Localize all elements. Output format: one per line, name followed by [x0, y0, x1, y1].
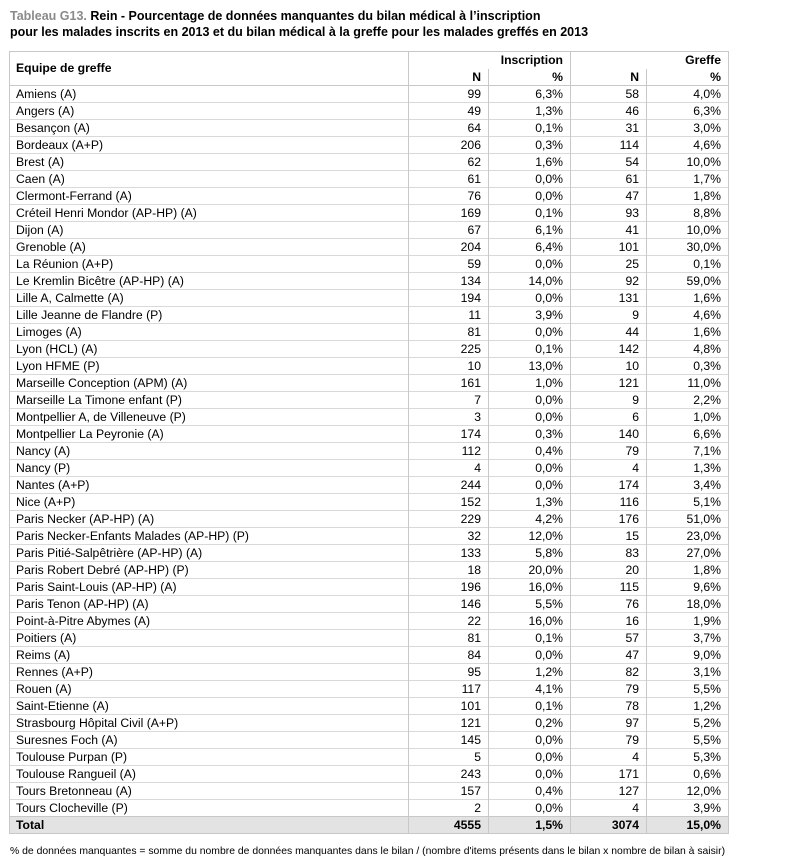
cell-inscription-pct: 0,1%: [489, 120, 571, 137]
table-row: [10, 307, 729, 324]
table-row: [10, 545, 729, 562]
cell-inscription-pct: 0,0%: [489, 290, 571, 307]
cell-greffe-n: 140: [571, 426, 647, 443]
table-row: [10, 664, 729, 681]
cell-greffe-n: 114: [571, 137, 647, 154]
table-row: [10, 443, 729, 460]
table-row: [10, 358, 729, 375]
cell-inscription-n: 133: [409, 545, 489, 562]
cell-inscription-n: 67: [409, 222, 489, 239]
cell-inscription-pct: 0,0%: [489, 732, 571, 749]
cell-greffe-pct: 10,0%: [647, 154, 729, 171]
cell-inscription-n: 5: [409, 749, 489, 766]
cell-greffe-pct: 1,6%: [647, 324, 729, 341]
cell-greffe-pct: 51,0%: [647, 511, 729, 528]
cell-greffe-n: 83: [571, 545, 647, 562]
cell-inscription-pct: 4,2%: [489, 511, 571, 528]
cell-inscription-pct: 5,5%: [489, 596, 571, 613]
table-row: [10, 528, 729, 545]
cell-team: Paris Necker-Enfants Malades (AP-HP) (P): [10, 528, 409, 545]
cell-greffe-pct: 3,7%: [647, 630, 729, 647]
cell-greffe-pct: 3,9%: [647, 800, 729, 817]
cell-inscription-pct: 0,0%: [489, 409, 571, 426]
cell-greffe-pct: 11,0%: [647, 375, 729, 392]
cell-greffe-pct: 1,3%: [647, 460, 729, 477]
table-row: [10, 698, 729, 715]
cell-team: Lille A, Calmette (A): [10, 290, 409, 307]
header-greffe-n: N: [571, 69, 647, 86]
table-row: [10, 613, 729, 630]
cell-inscription-n: 152: [409, 494, 489, 511]
cell-inscription-n: 174: [409, 426, 489, 443]
cell-greffe-n: 47: [571, 647, 647, 664]
cell-inscription-n: 18: [409, 562, 489, 579]
cell-greffe-pct: 4,8%: [647, 341, 729, 358]
cell-inscription-pct: 0,0%: [489, 460, 571, 477]
cell-inscription-pct: 0,4%: [489, 443, 571, 460]
cell-inscription-pct: 1,6%: [489, 154, 571, 171]
cell-greffe-pct: 1,7%: [647, 171, 729, 188]
table-row: [10, 562, 729, 579]
cell-inscription-pct: 1,3%: [489, 494, 571, 511]
total-cell-greffe-n: 3074: [571, 817, 647, 834]
missing-data-table: [9, 51, 729, 834]
total-cell-team: Total: [10, 817, 409, 834]
cell-team: Saint-Etienne (A): [10, 698, 409, 715]
table-row: [10, 715, 729, 732]
cell-inscription-n: 59: [409, 256, 489, 273]
table-title-line1: Rein - Pourcentage de données manquantes du bilan médical à l’inscription: [86, 9, 541, 23]
cell-team: Nantes (A+P): [10, 477, 409, 494]
cell-greffe-n: 142: [571, 341, 647, 358]
cell-greffe-n: 46: [571, 103, 647, 120]
cell-greffe-pct: 5,5%: [647, 732, 729, 749]
table-row: [10, 341, 729, 358]
cell-greffe-n: 116: [571, 494, 647, 511]
cell-greffe-pct: 6,3%: [647, 103, 729, 120]
cell-inscription-n: 99: [409, 86, 489, 103]
cell-inscription-pct: 12,0%: [489, 528, 571, 545]
cell-team: Nancy (P): [10, 460, 409, 477]
cell-team: Angers (A): [10, 103, 409, 120]
cell-inscription-n: 117: [409, 681, 489, 698]
cell-inscription-n: 243: [409, 766, 489, 783]
table-row: [10, 494, 729, 511]
table-row: [10, 137, 729, 154]
cell-greffe-n: 16: [571, 613, 647, 630]
table-row: [10, 154, 729, 171]
cell-team: Lille Jeanne de Flandre (P): [10, 307, 409, 324]
cell-greffe-pct: 1,0%: [647, 409, 729, 426]
cell-inscription-n: 84: [409, 647, 489, 664]
cell-greffe-n: 171: [571, 766, 647, 783]
table-row: [10, 630, 729, 647]
total-cell-greffe-pct: 15,0%: [647, 817, 729, 834]
cell-inscription-pct: 0,0%: [489, 749, 571, 766]
cell-inscription-n: 134: [409, 273, 489, 290]
cell-inscription-n: 101: [409, 698, 489, 715]
cell-inscription-pct: 13,0%: [489, 358, 571, 375]
cell-greffe-n: 174: [571, 477, 647, 494]
cell-greffe-n: 121: [571, 375, 647, 392]
cell-greffe-pct: 27,0%: [647, 545, 729, 562]
cell-inscription-pct: 1,3%: [489, 103, 571, 120]
table-row: [10, 239, 729, 256]
table-row: [10, 800, 729, 817]
cell-team: Toulouse Rangueil (A): [10, 766, 409, 783]
cell-inscription-n: 81: [409, 324, 489, 341]
cell-team: Tours Bretonneau (A): [10, 783, 409, 800]
cell-greffe-n: 4: [571, 800, 647, 817]
cell-greffe-pct: 30,0%: [647, 239, 729, 256]
cell-inscription-pct: 0,0%: [489, 800, 571, 817]
table-row: [10, 460, 729, 477]
cell-inscription-n: 64: [409, 120, 489, 137]
cell-greffe-n: 79: [571, 681, 647, 698]
cell-inscription-n: 76: [409, 188, 489, 205]
header-inscription-n: N: [409, 69, 489, 86]
cell-inscription-pct: 3,9%: [489, 307, 571, 324]
cell-inscription-pct: 0,1%: [489, 205, 571, 222]
cell-inscription-n: 10: [409, 358, 489, 375]
table-row: [10, 426, 729, 443]
cell-team: Lyon HFME (P): [10, 358, 409, 375]
table-row: [10, 647, 729, 664]
table-row: [10, 375, 729, 392]
cell-team: Paris Robert Debré (AP-HP) (P): [10, 562, 409, 579]
cell-greffe-n: 97: [571, 715, 647, 732]
cell-inscription-pct: 0,0%: [489, 171, 571, 188]
table-row: [10, 766, 729, 783]
cell-team: Lyon (HCL) (A): [10, 341, 409, 358]
table-title-prefix: Tableau G13.: [10, 9, 87, 23]
cell-greffe-pct: 18,0%: [647, 596, 729, 613]
cell-inscription-pct: 0,1%: [489, 341, 571, 358]
cell-inscription-pct: 0,3%: [489, 137, 571, 154]
cell-inscription-pct: 16,0%: [489, 613, 571, 630]
cell-team: Rouen (A): [10, 681, 409, 698]
cell-inscription-n: 161: [409, 375, 489, 392]
cell-inscription-n: 3: [409, 409, 489, 426]
table-row: [10, 205, 729, 222]
cell-greffe-pct: 0,6%: [647, 766, 729, 783]
table-row: [10, 120, 729, 137]
cell-greffe-pct: 1,8%: [647, 188, 729, 205]
header-greffe: Greffe: [571, 52, 729, 70]
cell-greffe-pct: 12,0%: [647, 783, 729, 800]
cell-team: Poitiers (A): [10, 630, 409, 647]
cell-greffe-n: 25: [571, 256, 647, 273]
cell-inscription-pct: 1,2%: [489, 664, 571, 681]
cell-greffe-n: 31: [571, 120, 647, 137]
cell-inscription-n: 204: [409, 239, 489, 256]
table-row: [10, 783, 729, 800]
cell-inscription-pct: 0,0%: [489, 392, 571, 409]
cell-team: Brest (A): [10, 154, 409, 171]
cell-inscription-n: 11: [409, 307, 489, 324]
cell-team: Dijon (A): [10, 222, 409, 239]
table-title: [10, 8, 780, 40]
cell-greffe-n: 10: [571, 358, 647, 375]
cell-greffe-n: 4: [571, 460, 647, 477]
cell-inscription-pct: 5,8%: [489, 545, 571, 562]
cell-inscription-pct: 6,4%: [489, 239, 571, 256]
cell-inscription-n: 49: [409, 103, 489, 120]
cell-greffe-pct: 59,0%: [647, 273, 729, 290]
table-row: [10, 596, 729, 613]
cell-greffe-n: 115: [571, 579, 647, 596]
cell-team: Clermont-Ferrand (A): [10, 188, 409, 205]
cell-team: Besançon (A): [10, 120, 409, 137]
cell-greffe-pct: 9,6%: [647, 579, 729, 596]
cell-inscription-n: 4: [409, 460, 489, 477]
cell-greffe-n: 131: [571, 290, 647, 307]
cell-team: Le Kremlin Bicêtre (AP-HP) (A): [10, 273, 409, 290]
table-row: [10, 477, 729, 494]
cell-team: Strasbourg Hôpital Civil (A+P): [10, 715, 409, 732]
cell-inscription-pct: 0,4%: [489, 783, 571, 800]
table-row: [10, 579, 729, 596]
cell-greffe-n: 61: [571, 171, 647, 188]
table-row: [10, 732, 729, 749]
cell-greffe-n: 82: [571, 664, 647, 681]
cell-greffe-pct: 1,6%: [647, 290, 729, 307]
cell-greffe-pct: 4,6%: [647, 307, 729, 324]
cell-inscription-n: 169: [409, 205, 489, 222]
cell-inscription-pct: 0,0%: [489, 647, 571, 664]
cell-greffe-pct: 1,2%: [647, 698, 729, 715]
cell-greffe-pct: 8,8%: [647, 205, 729, 222]
cell-inscription-pct: 0,2%: [489, 715, 571, 732]
cell-team: Montpellier La Peyronie (A): [10, 426, 409, 443]
table-row: [10, 273, 729, 290]
cell-inscription-n: 7: [409, 392, 489, 409]
cell-inscription-n: 194: [409, 290, 489, 307]
cell-greffe-n: 44: [571, 324, 647, 341]
cell-inscription-pct: 6,1%: [489, 222, 571, 239]
cell-inscription-n: 112: [409, 443, 489, 460]
total-cell-inscription-n: 4555: [409, 817, 489, 834]
cell-inscription-n: 157: [409, 783, 489, 800]
cell-inscription-n: 62: [409, 154, 489, 171]
cell-inscription-pct: 0,3%: [489, 426, 571, 443]
cell-greffe-pct: 23,0%: [647, 528, 729, 545]
cell-inscription-pct: 0,1%: [489, 698, 571, 715]
total-row: [10, 817, 729, 834]
table-row: [10, 392, 729, 409]
cell-team: Marseille La Timone enfant (P): [10, 392, 409, 409]
cell-team: Paris Pitié-Salpêtrière (AP-HP) (A): [10, 545, 409, 562]
cell-team: Paris Tenon (AP-HP) (A): [10, 596, 409, 613]
cell-greffe-n: 93: [571, 205, 647, 222]
cell-inscription-pct: 0,1%: [489, 630, 571, 647]
cell-inscription-pct: 1,0%: [489, 375, 571, 392]
table-row: [10, 409, 729, 426]
cell-team: Nancy (A): [10, 443, 409, 460]
cell-inscription-n: 121: [409, 715, 489, 732]
cell-greffe-pct: 5,5%: [647, 681, 729, 698]
cell-inscription-pct: 0,0%: [489, 324, 571, 341]
cell-inscription-pct: 4,1%: [489, 681, 571, 698]
header-inscription-pct: %: [489, 69, 571, 86]
cell-greffe-n: 79: [571, 732, 647, 749]
cell-greffe-n: 20: [571, 562, 647, 579]
cell-inscription-pct: 0,0%: [489, 766, 571, 783]
cell-team: Point-à-Pitre Abymes (A): [10, 613, 409, 630]
cell-inscription-n: 95: [409, 664, 489, 681]
cell-team: Paris Necker (AP-HP) (A): [10, 511, 409, 528]
cell-greffe-pct: 0,3%: [647, 358, 729, 375]
cell-team: Caen (A): [10, 171, 409, 188]
cell-greffe-pct: 10,0%: [647, 222, 729, 239]
table-row: [10, 511, 729, 528]
cell-team: Bordeaux (A+P): [10, 137, 409, 154]
cell-greffe-n: 76: [571, 596, 647, 613]
cell-team: Reims (A): [10, 647, 409, 664]
table-row: [10, 222, 729, 239]
cell-inscription-pct: 14,0%: [489, 273, 571, 290]
cell-greffe-n: 4: [571, 749, 647, 766]
cell-greffe-pct: 7,1%: [647, 443, 729, 460]
cell-inscription-pct: 20,0%: [489, 562, 571, 579]
cell-inscription-n: 146: [409, 596, 489, 613]
cell-team: Toulouse Purpan (P): [10, 749, 409, 766]
table-body: [10, 86, 729, 834]
table-row: [10, 171, 729, 188]
cell-greffe-n: 15: [571, 528, 647, 545]
cell-greffe-n: 127: [571, 783, 647, 800]
cell-team: Suresnes Foch (A): [10, 732, 409, 749]
cell-inscription-n: 32: [409, 528, 489, 545]
table-row: [10, 188, 729, 205]
cell-greffe-pct: 4,0%: [647, 86, 729, 103]
cell-greffe-n: 58: [571, 86, 647, 103]
cell-greffe-pct: 3,4%: [647, 477, 729, 494]
cell-team: Nice (A+P): [10, 494, 409, 511]
cell-team: Marseille Conception (APM) (A): [10, 375, 409, 392]
table-row: [10, 86, 729, 103]
table-title-line2: pour les malades inscrits en 2013 et du bilan médical à la greffe pour les malades greffés en 2013: [10, 25, 589, 39]
cell-team: Rennes (A+P): [10, 664, 409, 681]
cell-inscription-pct: 6,3%: [489, 86, 571, 103]
cell-inscription-n: 229: [409, 511, 489, 528]
cell-greffe-pct: 5,2%: [647, 715, 729, 732]
cell-team: Limoges (A): [10, 324, 409, 341]
total-cell-inscription-pct: 1,5%: [489, 817, 571, 834]
cell-inscription-pct: 16,0%: [489, 579, 571, 596]
table-row: [10, 681, 729, 698]
cell-greffe-n: 41: [571, 222, 647, 239]
cell-team: Montpellier A, de Villeneuve (P): [10, 409, 409, 426]
cell-inscription-n: 22: [409, 613, 489, 630]
cell-inscription-n: 61: [409, 171, 489, 188]
cell-team: Créteil Henri Mondor (AP-HP) (A): [10, 205, 409, 222]
table-row: [10, 290, 729, 307]
cell-greffe-n: 9: [571, 392, 647, 409]
cell-greffe-n: 79: [571, 443, 647, 460]
cell-team: Paris Saint-Louis (AP-HP) (A): [10, 579, 409, 596]
cell-greffe-n: 47: [571, 188, 647, 205]
table-row: [10, 749, 729, 766]
cell-greffe-pct: 2,2%: [647, 392, 729, 409]
cell-inscription-pct: 0,0%: [489, 256, 571, 273]
cell-team: Grenoble (A): [10, 239, 409, 256]
cell-inscription-n: 206: [409, 137, 489, 154]
table-row: [10, 256, 729, 273]
cell-inscription-n: 2: [409, 800, 489, 817]
header-team: Equipe de greffe: [10, 52, 409, 86]
cell-greffe-pct: 5,1%: [647, 494, 729, 511]
cell-team: Amiens (A): [10, 86, 409, 103]
cell-inscription-n: 196: [409, 579, 489, 596]
cell-greffe-pct: 5,3%: [647, 749, 729, 766]
cell-greffe-pct: 9,0%: [647, 647, 729, 664]
cell-inscription-n: 225: [409, 341, 489, 358]
cell-inscription-pct: 0,0%: [489, 188, 571, 205]
footnote: % de données manquantes = somme du nombre de données manquantes dans le bilan / (nombre d'items présents dans le bilan x nombre de bilan à saisir): [10, 846, 726, 857]
cell-greffe-n: 92: [571, 273, 647, 290]
header-greffe-pct: %: [647, 69, 729, 86]
cell-greffe-pct: 3,1%: [647, 664, 729, 681]
cell-greffe-pct: 1,8%: [647, 562, 729, 579]
header-inscription: Inscription: [409, 52, 571, 70]
cell-team: Tours Clocheville (P): [10, 800, 409, 817]
cell-greffe-pct: 3,0%: [647, 120, 729, 137]
cell-greffe-pct: 6,6%: [647, 426, 729, 443]
cell-greffe-n: 57: [571, 630, 647, 647]
cell-inscription-n: 145: [409, 732, 489, 749]
cell-greffe-n: 101: [571, 239, 647, 256]
cell-greffe-n: 9: [571, 307, 647, 324]
table-row: [10, 103, 729, 120]
cell-greffe-n: 176: [571, 511, 647, 528]
cell-greffe-n: 78: [571, 698, 647, 715]
cell-greffe-pct: 0,1%: [647, 256, 729, 273]
cell-greffe-n: 54: [571, 154, 647, 171]
cell-greffe-pct: 4,6%: [647, 137, 729, 154]
cell-inscription-n: 244: [409, 477, 489, 494]
cell-team: La Réunion (A+P): [10, 256, 409, 273]
cell-inscription-n: 81: [409, 630, 489, 647]
cell-greffe-pct: 1,9%: [647, 613, 729, 630]
cell-inscription-pct: 0,0%: [489, 477, 571, 494]
cell-greffe-n: 6: [571, 409, 647, 426]
table-row: [10, 324, 729, 341]
